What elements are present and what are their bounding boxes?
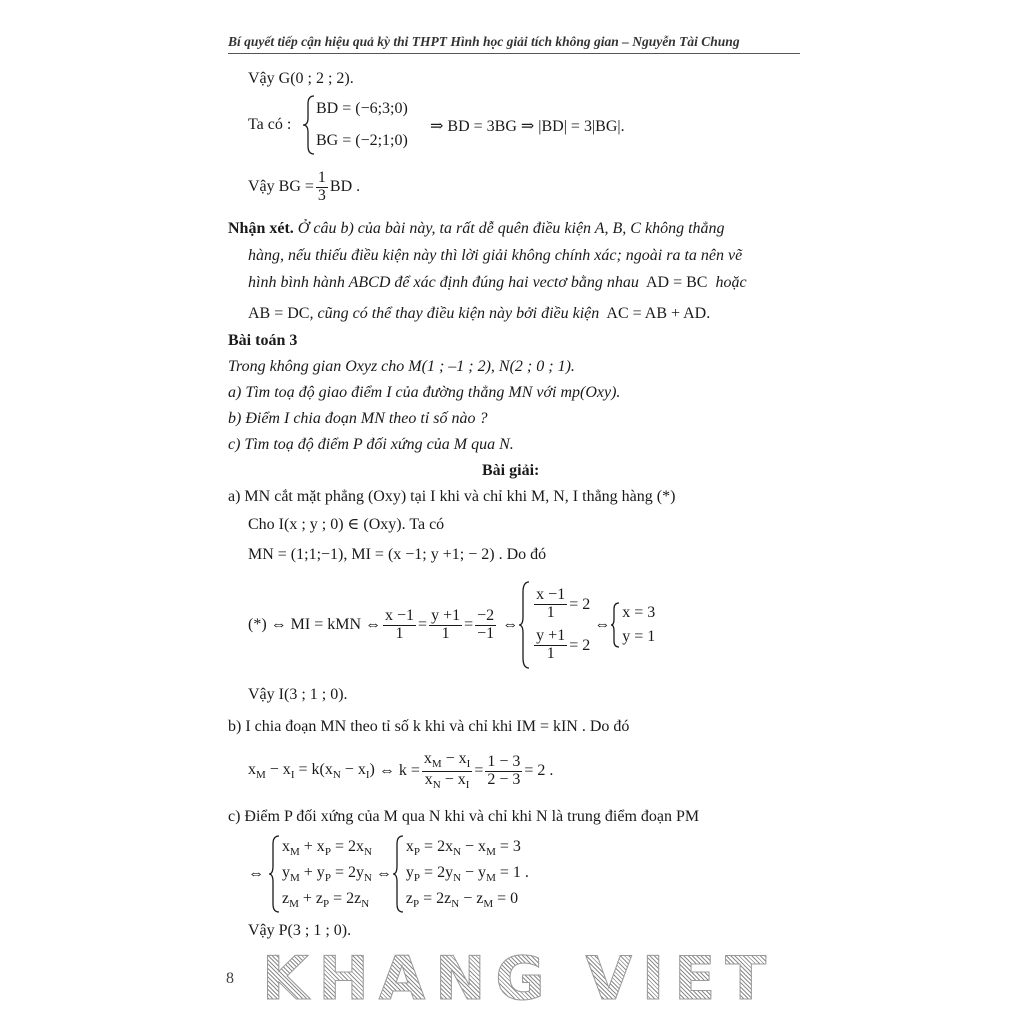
brace-icon [392, 834, 404, 914]
symmetric-point-system: ⇔ $x_M + x_P = 2x_N$ $y_M + y_P = 2y_N$ $z_M + z_P = 2z_N$ ⇔ $x_P = 2x_N - x_M = 3$ $y_P = 2y_N - y_M = 1$ . $z_P = 2z_N - z_M = 0$ [248, 832, 529, 916]
brace-icon [302, 94, 316, 156]
solution-b-line-1: b) I chia đoạn MN theo tỉ số k khi và chỉ khi IM = kIN . Do đó [228, 718, 630, 735]
brace-icon [518, 580, 530, 670]
solution-a-line-1: a) MN cắt mặt phẳng (Oxy) tại I khi và chỉ khi M, N, I thẳng hàng (*) [228, 488, 676, 505]
solution-title: Bài giải: [482, 462, 540, 479]
bd-vector-eq: BD = (−6;3;0) [316, 100, 408, 117]
remark-line-3: hình bình hành ABCD để xác định đúng hai vectơ bằng nhau AD = BC hoặc [248, 274, 747, 291]
solution-a-line-3: MN = (1;1;−1), MI = (x −1; y +1; − 2) . Do đó [248, 546, 547, 563]
fraction-y: $\frac{y +1}{1}$ [431, 606, 461, 642]
fraction-z: $\frac{-2}{-1}$ [477, 606, 495, 642]
ratio-equation: $x_M - x_I = k(x_N - x_I)$ ⇔ k = $\frac{x_M - x_I}{x_N - x_I}$ = $\frac{1 - 3}{2 - 3}$ = 2 . [248, 749, 554, 791]
vay-g-line: Vậy G(0 ; 2 ; 2). [248, 70, 354, 87]
solution-c-result: Vậy P(3 ; 1 ; 0). [248, 922, 352, 939]
ratio-fraction-symbolic: $\frac{x_M - x_I}{x_N - x_I}$ [423, 749, 471, 791]
solution-a-result: Vậy I(3 ; 1 ; 0). [248, 686, 348, 703]
problem-part-c: c) Tìm toạ độ điểm P đối xứng của M qua N. [228, 436, 514, 453]
equivalence-chain: (*) ⇔ MI = kMN ⇔ $\frac{x -1}{1}$ = $\frac{y +1}{1}$ = $\frac{-2}{-1}$ ⇔ $\frac{x -1}{1}$ = 2 $\frac{y +1}{1}$ = 2 ⇔ x = 3 y = 1 [248, 578, 655, 672]
remark-line-4: AB = DC, cũng có thể thay điều kiện này bởi điều kiện AC = AB + AD. [248, 305, 711, 322]
bg-vector-eq: BG = (−2;1;0) [316, 132, 408, 149]
fraction-x: $\frac{x -1}{1}$ [385, 606, 415, 642]
ta-co-label: Ta có : [248, 116, 292, 133]
page-number: 8 [226, 970, 234, 987]
solution-a-line-2: Cho I(x ; y ; 0) ∈ (Oxy). Ta có [248, 516, 445, 533]
header-rule [228, 53, 800, 54]
problem-title: Bài toán 3 [228, 332, 298, 349]
vay-bg-line: Vậy BG = $\frac{1}{3}$ BD . [248, 169, 361, 204]
bd-bg-implication: ⇒ BD = 3BG ⇒ |BD| = 3|BG|. [430, 118, 625, 135]
solution-c-line-1: c) Điểm P đối xứng của M qua N khi và chỉ khi N là trung điểm đoạn PM [228, 808, 700, 825]
brace-icon [268, 834, 280, 914]
one-third-fraction: $\frac{1}{3}$ [317, 169, 326, 204]
remark-line-1: Nhận xét. Ở câu b) của bài này, ta rất dễ quên điều kiện A, B, C không thẳng [228, 220, 725, 237]
watermark: KHANG VIET [262, 944, 777, 1014]
ratio-fraction-numeric: $\frac{1 - 3}{2 - 3}$ [487, 752, 521, 788]
remark-line-2: hàng, nếu thiếu điều kiện này thì lời giải không chính xác; ngoài ra ta nên vẽ [248, 247, 743, 264]
brace-icon [610, 601, 620, 649]
problem-part-b: b) Điểm I chia đoạn MN theo tỉ số nào ? [228, 410, 488, 427]
problem-statement: Trong không gian Oxyz cho M(1 ; –1 ; 2), N(2 ; 0 ; 1). [228, 358, 575, 375]
problem-part-a: a) Tìm toạ độ giao điểm I của đường thẳng MN với mp(Oxy). [228, 384, 621, 401]
running-header: Bí quyết tiếp cận hiệu quả kỳ thi THPT Hình học giải tích không gian – Nguyễn Tài Chung [228, 34, 740, 49]
